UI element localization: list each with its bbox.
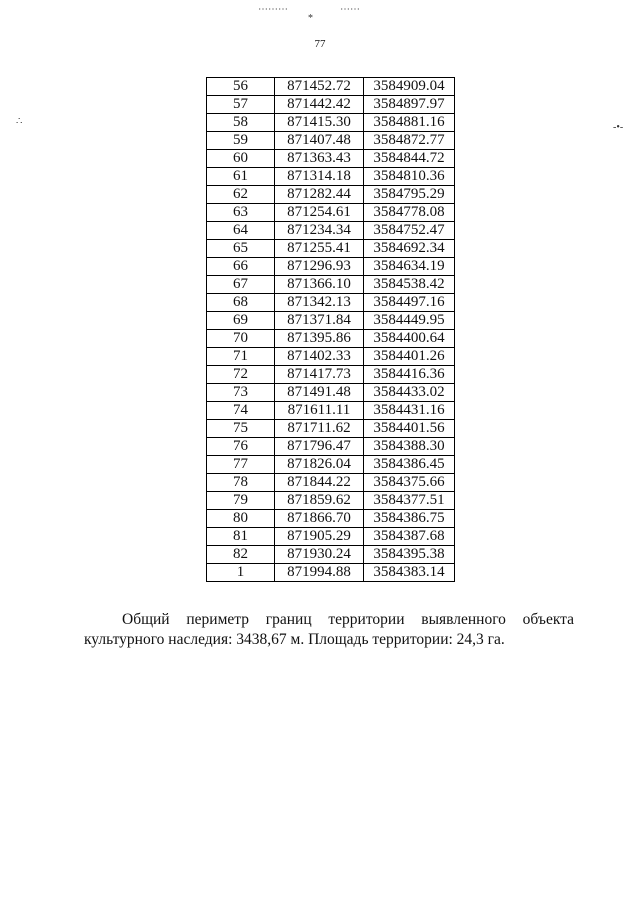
x-coordinate-cell: 871844.22	[275, 474, 364, 492]
x-coordinate-cell: 871234.34	[275, 222, 364, 240]
table-row	[207, 276, 455, 294]
point-number-cell: 81	[207, 528, 275, 546]
x-coordinate-cell: 871711.62	[275, 420, 364, 438]
table-row	[207, 222, 455, 240]
x-coordinate-cell: 871254.61	[275, 204, 364, 222]
x-coordinate-cell: 871994.88	[275, 564, 364, 582]
coordinates-table-body	[207, 78, 455, 582]
table-row	[207, 78, 455, 96]
y-coordinate-cell: 3584897.97	[364, 96, 455, 114]
table-row	[207, 240, 455, 258]
table-row	[207, 186, 455, 204]
y-coordinate-cell: 3584634.19	[364, 258, 455, 276]
point-number-cell: 65	[207, 240, 275, 258]
point-number-cell: 57	[207, 96, 275, 114]
y-coordinate-cell: 3584872.77	[364, 132, 455, 150]
x-coordinate-cell: 871282.44	[275, 186, 364, 204]
y-coordinate-cell: 3584416.36	[364, 366, 455, 384]
y-coordinate-cell: 3584401.56	[364, 420, 455, 438]
y-coordinate-cell: 3584386.75	[364, 510, 455, 528]
point-number-cell: 59	[207, 132, 275, 150]
y-coordinate-cell: 3584844.72	[364, 150, 455, 168]
point-number-cell: 69	[207, 312, 275, 330]
y-coordinate-cell: 3584377.51	[364, 492, 455, 510]
table-row	[207, 564, 455, 582]
table-row	[207, 402, 455, 420]
point-number-cell: 71	[207, 348, 275, 366]
table-row	[207, 474, 455, 492]
table-row	[207, 168, 455, 186]
x-coordinate-cell: 871366.10	[275, 276, 364, 294]
table-row	[207, 132, 455, 150]
y-coordinate-cell: 3584375.66	[364, 474, 455, 492]
y-coordinate-cell: 3584386.45	[364, 456, 455, 474]
y-coordinate-cell: 3584778.08	[364, 204, 455, 222]
x-coordinate-cell: 871905.29	[275, 528, 364, 546]
y-coordinate-cell: 3584795.29	[364, 186, 455, 204]
y-coordinate-cell: 3584387.68	[364, 528, 455, 546]
point-number-cell: 62	[207, 186, 275, 204]
x-coordinate-cell: 871255.41	[275, 240, 364, 258]
x-coordinate-cell: 871930.24	[275, 546, 364, 564]
table-row	[207, 294, 455, 312]
table-row	[207, 438, 455, 456]
x-coordinate-cell: 871611.11	[275, 402, 364, 420]
coordinates-table	[206, 77, 455, 582]
scan-artifact-mark: -•-	[613, 122, 624, 133]
y-coordinate-cell: 3584401.26	[364, 348, 455, 366]
y-coordinate-cell: 3584810.36	[364, 168, 455, 186]
x-coordinate-cell: 871452.72	[275, 78, 364, 96]
y-coordinate-cell: 3584388.30	[364, 438, 455, 456]
y-coordinate-cell: 3584395.38	[364, 546, 455, 564]
x-coordinate-cell: 871826.04	[275, 456, 364, 474]
point-number-cell: 72	[207, 366, 275, 384]
point-number-cell: 70	[207, 330, 275, 348]
table-row	[207, 150, 455, 168]
y-coordinate-cell: 3584433.02	[364, 384, 455, 402]
y-coordinate-cell: 3584449.95	[364, 312, 455, 330]
table-row	[207, 384, 455, 402]
table-row	[207, 528, 455, 546]
point-number-cell: 76	[207, 438, 275, 456]
x-coordinate-cell: 871363.43	[275, 150, 364, 168]
x-coordinate-cell: 871296.93	[275, 258, 364, 276]
scan-artifact-mark: ⋯⋯⋯	[258, 4, 288, 15]
point-number-cell: 78	[207, 474, 275, 492]
summary-paragraph: Общий периметр границ территории выявленного объекта культурного наследия: 3438,67 м. Площадь территории: 24,3 га.	[84, 611, 574, 648]
point-number-cell: 58	[207, 114, 275, 132]
y-coordinate-cell: 3584692.34	[364, 240, 455, 258]
table-row	[207, 204, 455, 222]
point-number-cell: 68	[207, 294, 275, 312]
point-number-cell: 64	[207, 222, 275, 240]
x-coordinate-cell: 871796.47	[275, 438, 364, 456]
point-number-cell: 79	[207, 492, 275, 510]
point-number-cell: 82	[207, 546, 275, 564]
y-coordinate-cell: 3584909.04	[364, 78, 455, 96]
x-coordinate-cell: 871866.70	[275, 510, 364, 528]
y-coordinate-cell: 3584497.16	[364, 294, 455, 312]
scan-artifact-mark: ∴	[16, 116, 23, 127]
table-row	[207, 258, 455, 276]
x-coordinate-cell: 871314.18	[275, 168, 364, 186]
table-row	[207, 366, 455, 384]
table-row	[207, 420, 455, 438]
x-coordinate-cell: 871859.62	[275, 492, 364, 510]
table-row	[207, 330, 455, 348]
x-coordinate-cell: 871407.48	[275, 132, 364, 150]
y-coordinate-cell: 3584881.16	[364, 114, 455, 132]
table-row	[207, 492, 455, 510]
table-row	[207, 348, 455, 366]
point-number-cell: 56	[207, 78, 275, 96]
y-coordinate-cell: 3584538.42	[364, 276, 455, 294]
x-coordinate-cell: 871395.86	[275, 330, 364, 348]
x-coordinate-cell: 871402.33	[275, 348, 364, 366]
point-number-cell: 66	[207, 258, 275, 276]
point-number-cell: 67	[207, 276, 275, 294]
x-coordinate-cell: 871415.30	[275, 114, 364, 132]
x-coordinate-cell: 871371.84	[275, 312, 364, 330]
table-row	[207, 510, 455, 528]
table-row	[207, 456, 455, 474]
y-coordinate-cell: 3584752.47	[364, 222, 455, 240]
table-row	[207, 546, 455, 564]
point-number-cell: 60	[207, 150, 275, 168]
x-coordinate-cell: 871417.73	[275, 366, 364, 384]
x-coordinate-cell: 871491.48	[275, 384, 364, 402]
table-row	[207, 114, 455, 132]
x-coordinate-cell: 871442.42	[275, 96, 364, 114]
y-coordinate-cell: 3584431.16	[364, 402, 455, 420]
scan-artifact-mark: *	[308, 13, 313, 24]
point-number-cell: 63	[207, 204, 275, 222]
point-number-cell: 77	[207, 456, 275, 474]
table-row	[207, 312, 455, 330]
page-number: 77	[314, 38, 326, 50]
point-number-cell: 74	[207, 402, 275, 420]
point-number-cell: 75	[207, 420, 275, 438]
scan-artifact-mark: ⋯⋯	[340, 4, 360, 15]
y-coordinate-cell: 3584383.14	[364, 564, 455, 582]
table-row	[207, 96, 455, 114]
point-number-cell: 73	[207, 384, 275, 402]
point-number-cell: 61	[207, 168, 275, 186]
point-number-cell: 80	[207, 510, 275, 528]
y-coordinate-cell: 3584400.64	[364, 330, 455, 348]
point-number-cell: 1	[207, 564, 275, 582]
x-coordinate-cell: 871342.13	[275, 294, 364, 312]
